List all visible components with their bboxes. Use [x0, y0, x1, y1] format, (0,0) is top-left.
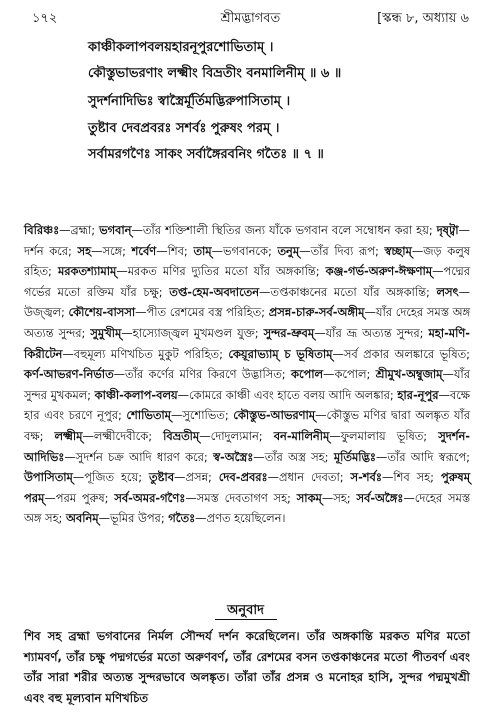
synonym-word: বন-মালিনীম্	[273, 428, 330, 443]
synonym-meaning: কৌস্তুভ মণির দ্বারা অলঙ্কৃত যাঁর বক্ষ;	[24, 408, 470, 443]
synonym-meaning: সহ;	[333, 490, 351, 505]
synonym-meaning: ফুলমালায় ভূষিত;	[340, 428, 428, 443]
synonym-meaning: তাঁর কর্ণের মণির কিরণে উদ্ভাসিত;	[125, 367, 286, 382]
translation-heading: অনুবাদ	[227, 603, 264, 618]
synonym-word: কৌস্তুভ-আভরণাম্	[233, 408, 316, 423]
synonym-meaning: ব্রহ্মা;	[70, 223, 96, 237]
synonym-meaning: তাঁর আদি স্বরূপে;	[387, 449, 471, 464]
verse-line-4: তুষ্টাব দেবপ্রবরঃ সশর্বঃ পুরুষং পরম্ ।	[88, 121, 280, 136]
synonym-meaning: যাঁর ভ্রূ অত্যন্ত সুন্দর;	[325, 325, 424, 340]
synonym-meaning: প্রধান দেবতা;	[279, 470, 344, 485]
synonym-word: কাঞ্চী-কলাপ-বলয়	[94, 387, 178, 402]
synonym-word: অবনিম্	[66, 511, 99, 526]
synonym-word: কঞ্জ-গর্ভ-অরুণ-ঈক্ষণাম্	[325, 264, 433, 279]
synonym-word: লসৎ	[436, 284, 459, 299]
synonym-meaning: ভগবানকে;	[223, 243, 272, 258]
synonym-meaning: যাঁর দেহের সমস্ত অঙ্গ অত্যন্ত সুন্দর;	[24, 305, 471, 340]
synonym-meaning: দেহের সমস্ত অঙ্গ সহ;	[24, 490, 471, 526]
synonym-meaning: মরকত মণির দ্যুতির মতো যাঁর অঙ্গকান্তি;	[127, 264, 320, 279]
synonym-word: শোভিতাম্	[126, 408, 172, 423]
synonym-meaning: উজ্জ্বল;	[24, 305, 65, 320]
synonym-meaning: বহুমূল্য মণিখচিত মুকুট পরিহিত;	[73, 346, 223, 361]
synonym-meaning: সমস্ত দেবতাগণ সহ;	[196, 490, 291, 505]
synonym-meaning: তাঁর অস্ত্র সহ;	[264, 449, 329, 464]
synonym-meaning: পরম পুরুষ;	[55, 490, 109, 505]
synonym-word: দেব-প্রবরঃ	[218, 470, 268, 485]
synonym-meaning: যাঁর সুন্দর মুখকমল;	[24, 367, 470, 402]
synonym-meaning: ভূমির উপর;	[110, 511, 165, 526]
synonym-word: কপোল	[290, 367, 324, 382]
synonym-word: বিভ্রতীম্	[163, 428, 200, 443]
page-number: ১৭২	[32, 10, 58, 26]
synonym-meaning: জড় কলুষ রহিত;	[24, 243, 470, 279]
translation-text: শিব সহ ব্রহ্মা ভগবানের নির্মল সৌন্দর্য দর্শন করেছিলেন। তাঁর অঙ্গকান্তি মরকত মণির মতো শ্যামবর্ণ, তাঁর চক্ষু পদ্মগর্ভের মতো অরুণবর্ণ, তাঁর রেশমের বসন তপ্তকাঞ্চনের মতো পীতবর্ণ এবং তাঁর সারা শরীর অত্যন্ত সুন্দরভাবে অলঙ্কৃত। তাঁরা তাঁর প্রসন্ন ও মনোহর হাসি, সুন্দর পদ্মমুখশ্রী এবং বহু মূল্যবান মণিখচিত	[24, 629, 470, 705]
synonym-word: মরকতশ্যামাম্	[57, 264, 117, 279]
synonym-word: কর্ণ-আভরণ-নির্ভাত	[24, 367, 114, 382]
book-title: শ্রীমদ্ভাগবত	[220, 10, 281, 26]
synonym-meaning: হাস্যোজ্জ্বল মুখমণ্ডল যুক্ত;	[132, 325, 259, 340]
synonym-word: তপ্ত-হেম-অবদাতেন	[169, 284, 260, 299]
synonym-meaning: পদ্মের গর্ভের মতো রক্তিম যাঁর চক্ষু;	[24, 264, 471, 299]
synonym-meaning: শিব;	[167, 243, 188, 258]
verse-line-3: সুদর্শনাদিভিঃ স্বাস্ত্রৈর্মূর্তিমদ্ভিরুপাসিতাম্ ।	[88, 94, 291, 109]
synonym-word: সুদর্শন-আদিভিঃ	[24, 428, 471, 464]
synonym-word: সুন্দর-ভ্রুবম্	[263, 325, 315, 340]
synonym-meaning: সঙ্গে;	[102, 243, 126, 258]
synonym-word: সর্ব-অঙ্গৈঃ	[356, 490, 404, 505]
synonym-meaning: শিব সহ;	[393, 470, 434, 485]
synonyms-section: বিরিঞ্চঃ—ব্রহ্মা; ভগবান্—তাঁর শক্তিশালী স্থিতির জন্য যাঁকে ভগবান বলে সম্বোধন করা হয়; দৃষ্ট্বা—দর্শন করে; সহ—সঙ্গে; শর্বেণ—শিব; তাম্—ভগবানকে; তনুম্—তাঁর দিব্য রূপ; স্বচ্ছাম্—জড় কলুষ রহিত; মরকতশ্যামাম্—মরকত মণির দ্যুতির মতো যাঁর অঙ্গকান্তি; কঞ্জ-গর্ভ-অরুণ-ঈক্ষণাম্—পদ্মের গর্ভের মতো রক্তিম যাঁর চক্ষু; তপ্ত-হেম-অবদাতেন—তপ্তকাঞ্চনের মতো যাঁর অঙ্গকান্তি; লসৎ—উজ্জ্বল; কৌশেয়-বাসসা—পীত রেশমের বস্ত্র পরিহিত; প্রসন্ন-চারু-সর্ব-অঙ্গীম্—যাঁর দেহের সমস্ত অঙ্গ অত্যন্ত সুন্দর; সুমুখীম্—হাস্যোজ্জ্বল মুখমণ্ডল যুক্ত; সুন্দর-ভ্রুবম্—যাঁর ভ্রূ অত্যন্ত সুন্দর; মহা-মণি-কিরীটেন—বহুমূল্য মণিখচিত মুকুট পরিহিত; কেয়ূরাভ্যাম্ চ ভূষিতাম্—সর্ব প্রকার অলঙ্কারে ভূষিত; কর্ণ-আভরণ-নির্ভাত—তাঁর কর্ণের মণির কিরণে উদ্ভাসিত; কপোল—কপোল; শ্রীমুখ-অম্বুজাম্—যাঁর সুন্দর মুখকমল; কাঞ্চী-কলাপ-বলয়—কোমরে কাঞ্চী এবং হাতে বলয় আদি অলঙ্কার; হার-নূপুর—বক্ষে হার এবং চরণে নূপুর; শোভিতাম্—সুশোভিত; কৌস্তুভ-আভরণাম্—কৌস্তুভ মণির দ্বারা অলঙ্কৃত যাঁর বক্ষ; লক্ষ্মীম্—লক্ষ্মীদেবীকে; বিভ্রতীম্—দোদুল্যমান; বন-মালিনীম্—ফুলমালায় ভূষিত; সুদর্শন-আদিভিঃ—সুদর্শন চক্র আদি ধারণ করে; স্ব-অস্ত্রৈঃ—তাঁর অস্ত্র সহ; মূর্তিমদ্ভিঃ—তাঁর আদি স্বরূপে; উপাসিতাম্—পূজিত হয়ে; তুষ্টাব—প্রসন্ন; দেব-প্রবরঃ—প্রধান দেবতা; স-শর্বঃ—শিব সহ; পুরুষম্ পরম্—পরম পুরুষ; সর্ব-অমর-গণৈঃ—সমস্ত দেবতাগণ সহ; সাকম্—সহ; সর্ব-অঙ্গৈঃ—দেহের সমস্ত অঙ্গ সহ; অবনিম্—ভূমির উপর; গতৈঃ—প্রণত হয়েছিলেন।	[24, 223, 471, 526]
synonym-meaning: প্রণত হয়েছিলেন।	[206, 511, 286, 526]
synonym-meaning: প্রসন্ন;	[185, 470, 212, 485]
synonym-word: শর্বেণ	[131, 243, 157, 258]
heading-underline	[215, 619, 277, 620]
synonym-word: সহ	[77, 243, 92, 258]
synonym-word: পুরুষম্ পরম্	[24, 470, 471, 505]
verse-line-5: সর্বামরগণৈঃ সাকং সর্বাঙ্গৈরবনিং গতৈঃ ॥ ৭ ॥	[88, 147, 324, 162]
synonym-word: তনুম্	[277, 243, 300, 258]
synonym-meaning: তাঁর দিব্য রূপ;	[310, 243, 379, 258]
synonym-word: হার-নূপুর	[397, 387, 439, 402]
synonym-word: দৃষ্ট্বা	[436, 223, 459, 237]
synonym-word: সর্ব-অমর-গণৈঃ	[114, 490, 186, 505]
synonym-word: প্রসন্ন-চারু-সর্ব-অঙ্গীম্	[268, 305, 365, 320]
synonym-word: শ্রীমুখ-অম্বুজাম্	[375, 367, 443, 382]
synonym-word: গতৈঃ	[168, 511, 196, 526]
synonym-word: কেয়ূরাভ্যাম্ চ ভূষিতাম্	[228, 346, 333, 361]
synonym-word: স্ব-অস্ত্রৈঃ	[213, 449, 254, 464]
synonym-meaning: সুদর্শন চক্র আদি ধারণ করে;	[75, 449, 208, 464]
synonym-meaning: বক্ষে হার এবং চরণে নূপুর;	[24, 387, 471, 423]
synonym-meaning: সুশোভিত;	[182, 408, 229, 423]
synonym-meaning: লক্ষ্মীদেবীকে;	[93, 428, 153, 443]
synonym-meaning: পূজিত হয়ে;	[84, 470, 143, 485]
verse-line-2: কৌস্তুভাভরণাং লক্ষ্মীং বিভ্রতীং বনমালিনীম্ ॥ ৬ ॥	[88, 66, 342, 81]
chapter-reference: [স্কন্ধ ৮, অধ্যায় ৬	[377, 10, 469, 26]
synonym-word: মূর্তিমদ্ভিঃ	[333, 449, 376, 464]
synonym-meaning: পীত রেশমের বস্ত্র পরিহিত;	[146, 305, 266, 320]
synonym-meaning: কপোল;	[334, 367, 371, 382]
synonym-meaning: তাঁর শক্তিশালী স্থিতির জন্য যাঁকে ভগবান বলে সম্বোধন করা হয়;	[142, 223, 433, 237]
synonym-word: তাম্	[193, 243, 212, 258]
synonym-word: তুষ্টাব	[149, 470, 175, 485]
synonym-word: বিরিঞ্চঃ	[24, 223, 60, 237]
synonym-meaning: দর্শন করে;	[24, 243, 72, 258]
page-header	[32, 8, 469, 30]
synonym-word: মহা-মণি-কিরীটেন	[24, 325, 471, 361]
synonym-word: সুমুখীম্	[90, 325, 122, 340]
synonym-word: স-শর্বঃ	[350, 470, 382, 485]
synonym-meaning: কোমরে কাঞ্চী এবং হাতে বলয় আদি অলঙ্কার;	[189, 387, 394, 402]
verse-line-1: কাঞ্চীকলাপবলয়হারনূপুরশোভিতাম্ ।	[88, 40, 274, 55]
synonym-meaning: সর্ব প্রকার অলঙ্কারে ভূষিত;	[343, 346, 470, 361]
synonym-word: লক্ষ্মীম্	[54, 428, 83, 443]
synonym-word: উপাসিতাম্	[24, 470, 73, 485]
synonym-word: স্বচ্ছাম্	[384, 243, 412, 258]
synonym-word: সাকম্	[296, 490, 322, 505]
synonym-word: কৌশেয়-বাসসা	[68, 305, 136, 320]
synonym-meaning: দোদুল্যমান;	[210, 428, 263, 443]
synonym-word: ভগবান্	[99, 223, 132, 237]
synonym-meaning: তপ্তকাঞ্চনের মতো যাঁর অঙ্গকান্তি;	[270, 284, 430, 299]
